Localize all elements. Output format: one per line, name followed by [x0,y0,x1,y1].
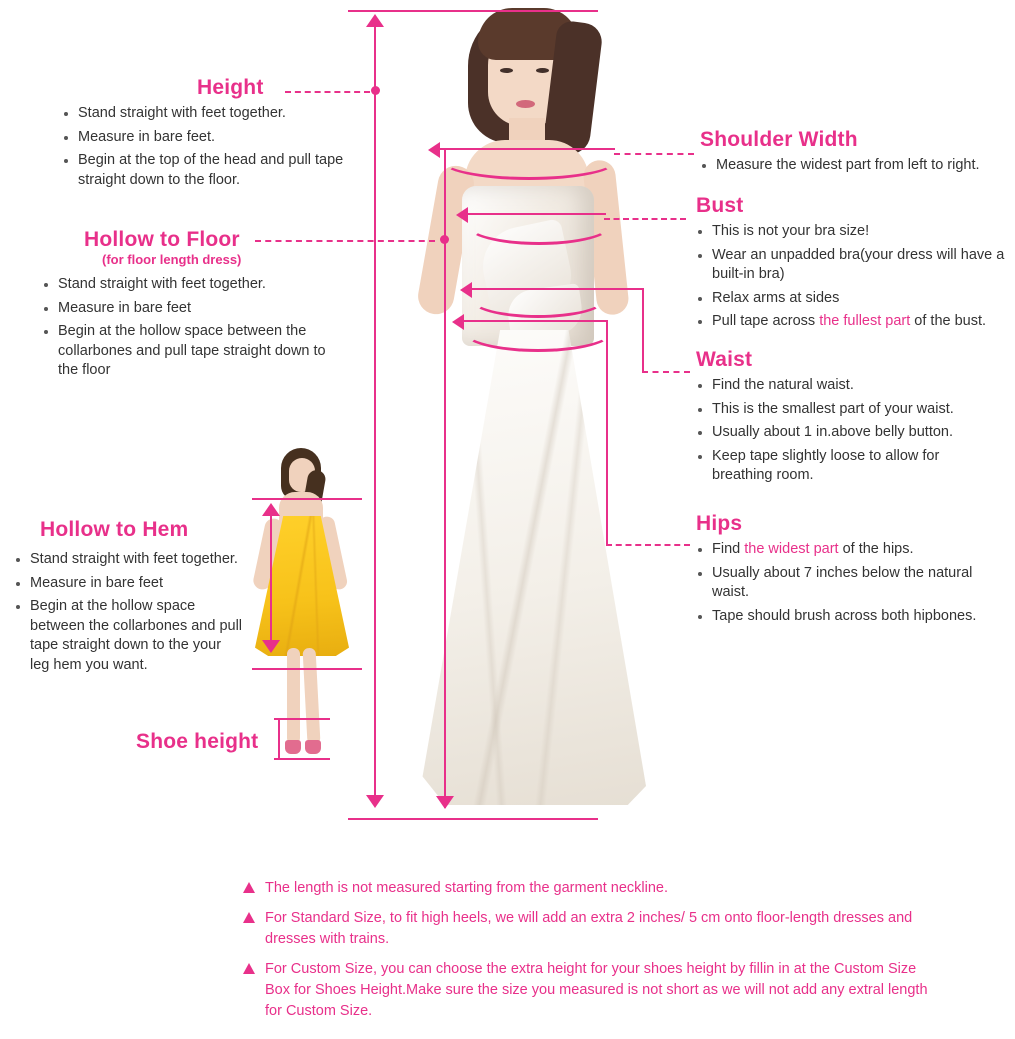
height-bottom-rule [348,818,598,820]
hips-first-post: of the hips. [838,541,914,557]
dress-skirt-shape [418,330,646,805]
bust-bullet-list [696,222,1011,332]
list-item: This is the smallest part of your waist. [696,400,996,420]
waist-bullet-list [696,376,996,486]
shoe-height-title: Shoe height [136,730,259,753]
waist-leader-dashes [642,371,690,373]
list-item: Begin at the top of the head and pull tape straight down to the floor. [62,151,362,190]
section-hips [696,512,1006,630]
hips-curve [462,310,614,352]
height-top-rule [348,10,598,12]
list-item: Usually about 7 inches below the natural waist. [696,564,1006,603]
waist-connector-v [642,288,644,372]
list-item: Find the natural waist. [696,376,996,396]
hollow-to-floor-title: Hollow to Floor [84,228,240,251]
shoulder-width-bullet-list [700,156,1010,176]
short-model-shoe-left-shape [285,740,301,754]
list-item-hips-widest [696,540,1006,560]
note-text: For Standard Size, to fit high heels, we will add an extra 2 inches/ 5 cm onto floor-length dresses and dresses with trains. [265,910,913,948]
height-label-dot [371,86,380,95]
hips-bullet-list [696,540,1006,626]
short-model-leg-left-shape [287,648,300,744]
hollow-to-hem-bullet-list [14,550,244,675]
section-hollow-to-hem [14,518,244,679]
height-title: Height [197,76,264,99]
section-waist [696,348,996,490]
short-dress-model-illustration [243,440,383,770]
shoulder-width-curve [440,140,618,180]
hips-connector-v [606,320,608,545]
shoe-height-bottom-rule [274,758,330,760]
note-item [243,908,943,950]
list-item: This is not your bra size! [696,222,1011,242]
section-height [62,76,362,194]
hips-first-highlight: the widest part [744,541,839,557]
note-text: The length is not measured starting from the garment neckline. [265,880,668,896]
list-item: Usually about 1 in.above belly button. [696,423,996,443]
list-item: Stand straight with feet together. [62,104,362,124]
list-item: Keep tape slightly loose to allow for breathing room. [696,447,996,486]
list-item: Tape should brush across both hipbones. [696,607,1006,627]
footer-notes [243,878,943,1031]
bust-curve [466,205,612,245]
eye-left-shape [500,68,513,73]
waist-connector-h [598,288,644,290]
short-model-shoe-right-shape [305,740,321,754]
section-shoulder-width [700,128,1010,180]
hollow-to-floor-arrow-bottom [436,796,454,809]
height-bullet-list [62,104,362,190]
hollow-to-floor-vertical-line [444,148,446,808]
shoe-height-top-rule [274,718,330,720]
shoe-height-vertical-line [278,718,280,760]
triangle-bullet-icon [243,963,255,974]
list-item: Begin at the hollow space between the collarbones and pull tape straight down to the floor [42,322,332,381]
hollow-to-floor-bullet-list [42,275,332,381]
bust-last-post: of the bust. [910,313,987,330]
section-bust [696,194,1011,336]
triangle-bullet-icon [243,882,255,893]
list-item: Relax arms at sides [696,289,1011,309]
hips-first-pre: Find [712,541,745,557]
shoulder-width-title: Shoulder Width [700,128,858,151]
list-item: Measure in bare feet [14,574,244,594]
bust-title: Bust [696,194,744,217]
list-item-bust-fullest [696,312,1011,332]
hollow-to-hem-title: Hollow to Hem [40,518,189,541]
waist-line [470,288,600,290]
waist-title: Waist [696,348,753,371]
hollow-to-floor-subtitle: (for floor length dress) [102,252,242,267]
bust-leader-dashes [604,218,686,220]
section-shoe-height [136,730,258,754]
list-item: Measure the widest part from left to right. [700,156,1010,176]
list-item: Wear an unpadded bra(your dress will have a built-in bra) [696,246,1011,285]
hollow-to-hem-top-rule [252,498,362,500]
hollow-to-hem-arrow-bottom [262,640,280,653]
bust-last-highlight: the fullest part [819,313,911,330]
height-arrow-bottom [366,795,384,808]
note-item [243,959,943,1022]
height-vertical-line [374,24,376,799]
list-item: Stand straight with feet together. [42,275,332,295]
triangle-bullet-icon [243,912,255,923]
lips-shape [516,100,535,108]
eye-right-shape [536,68,549,73]
bust-last-pre: Pull tape across [712,313,820,330]
bust-arrow-left [456,207,468,223]
hollow-to-hem-vertical-line [270,514,272,644]
hollow-to-hem-bottom-rule [252,668,362,670]
list-item: Measure in bare feet. [62,128,362,148]
note-text: For Custom Size, you can choose the extra height for your shoes height by fillin in at the Custom Size Box for Shoes Height.Make sure the size you measured is not short as we will not add any extral length for Custom Size. [265,961,928,1020]
section-hollow-to-floor [42,228,332,385]
shoulder-width-arrow-left [428,142,440,158]
note-item [243,878,943,899]
list-item: Begin at the hollow space between the collarbones and pull tape straight down to the your leg hem you want. [14,597,244,675]
hips-arrow-left [452,314,464,330]
bride-model-illustration [390,0,680,825]
short-model-leg-right-shape [302,648,320,745]
hips-line [462,320,608,322]
waist-arrow-left [460,282,472,298]
hips-title: Hips [696,512,743,535]
bust-line [466,213,606,215]
list-item: Stand straight with feet together. [14,550,244,570]
hips-leader-dashes [606,544,690,546]
list-item: Measure in bare feet [42,299,332,319]
shoulder-width-leader-dashes [614,153,694,155]
